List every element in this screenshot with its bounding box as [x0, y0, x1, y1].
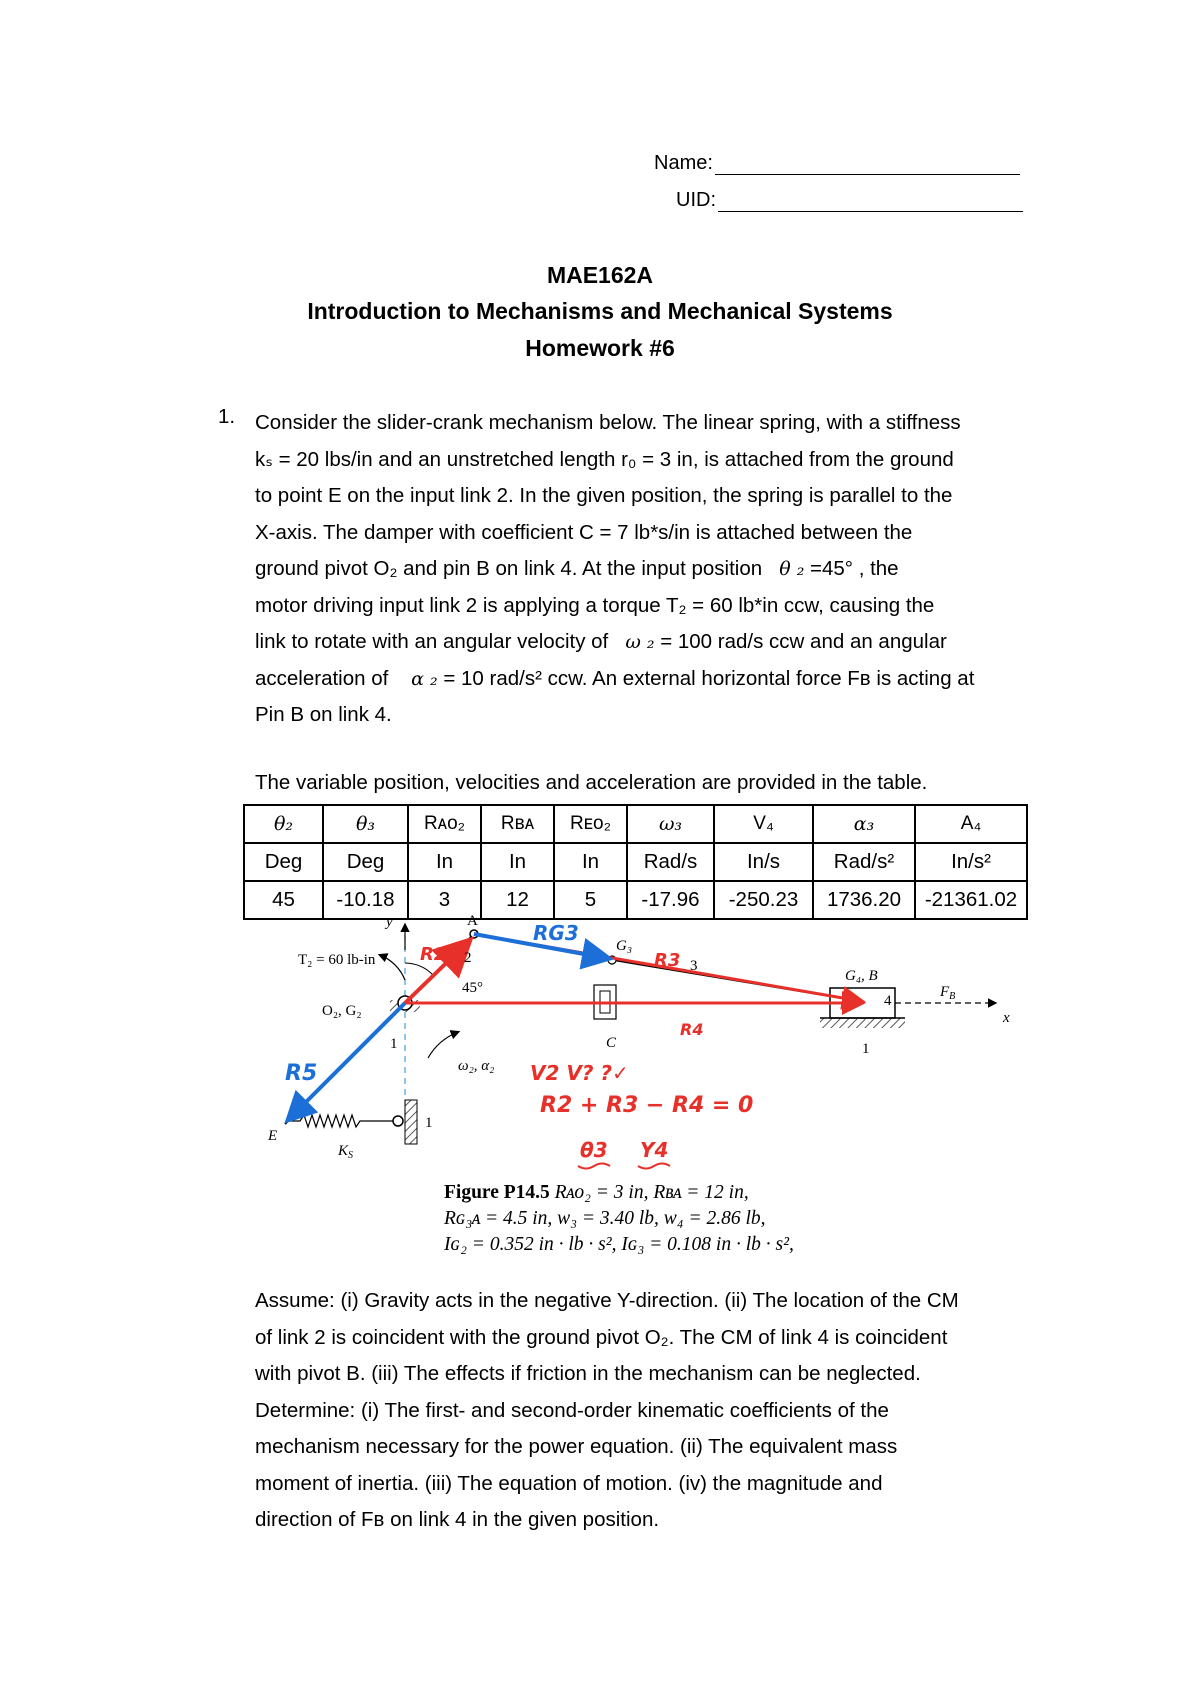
hw-r5: R5 — [285, 1061, 318, 1086]
label-link4: 4 — [884, 993, 892, 1009]
question-line-8b: = 10 rad/s² ccw. An external horizontal force Fʙ is acting at — [443, 666, 975, 690]
table-intro: The variable position, velocities and acceleration are provided in the table. — [255, 771, 928, 794]
label-angle: 45° — [462, 980, 483, 996]
torque-arc — [380, 955, 405, 980]
table-value-cell: -250.23 — [714, 881, 813, 919]
label-x: x — [1003, 1010, 1010, 1026]
caption-figure-label: Figure P14.5 — [444, 1182, 550, 1203]
table-value-cell: 12 — [481, 881, 554, 919]
assume-line-7: direction of Fʙ on link 4 in the given position. — [255, 1508, 660, 1531]
table-value-cell: 1736.20 — [813, 881, 915, 919]
caption-line-2: Rɢ₃ᴀ = 4.5 in, w₃ = 3.40 lb, w₄ = 2.86 lb, — [444, 1208, 766, 1229]
table-unit-cell: Deg — [323, 843, 408, 881]
figure-caption-line-3 — [444, 1234, 794, 1256]
hw-r4: R4 — [680, 1020, 704, 1039]
label-ks-main: K — [338, 1143, 349, 1159]
table-header-cell: Rᴇᴏ₂ — [554, 805, 627, 843]
label-ks-sub: S — [348, 1150, 354, 1161]
label-one-c: 1 — [425, 1115, 433, 1131]
course-subtitle: Introduction to Mechanisms and Mechanical Systems — [307, 298, 893, 324]
table-header-cell: Rʙᴀ — [481, 805, 554, 843]
assume-text — [255, 1283, 1035, 1539]
table-value-cell: -17.96 — [627, 881, 714, 919]
label-link2: 2 — [464, 950, 472, 966]
omega2-symbol: ω ₂ — [625, 631, 655, 653]
label-omega-alpha: ω₂, α₂ — [458, 1058, 495, 1074]
table-unit-cell: In/s — [714, 843, 813, 881]
question-line-9: Pin B on link 4. — [255, 703, 392, 726]
table-unit-cell: In — [554, 843, 627, 881]
course-code: MAE162A — [546, 262, 654, 288]
label-e: E — [268, 1128, 278, 1144]
label-one-a: 1 — [390, 1036, 398, 1052]
label-link3: 3 — [690, 958, 698, 974]
table-value-cell: -21361.02 — [915, 881, 1027, 919]
label-one-b: 1 — [862, 1041, 870, 1057]
label-fb — [939, 984, 955, 1002]
table-unit-cell: Deg — [244, 843, 323, 881]
table-header-cell: V₄ — [714, 805, 813, 843]
question-number: 1. — [218, 405, 236, 428]
label-y: y — [386, 914, 393, 930]
question-line-6: motor driving input link 2 is applying a torque T₂ = 60 lb*in ccw, causing the — [255, 593, 935, 617]
ground-slider — [820, 1018, 905, 1028]
table-unit-cell: Rad/s — [627, 843, 714, 881]
spring — [290, 1115, 395, 1127]
label-torque: T₂ = 60 lb-in — [298, 952, 376, 968]
hw-underline-y4 — [638, 1164, 670, 1169]
hw-unknowns: V2 V? ?✓ — [530, 1061, 629, 1085]
question-line-1: Consider the slider-crank mechanism below. The linear spring, with a stiffness — [255, 411, 961, 434]
label-c: C — [606, 1035, 617, 1051]
label-g4b: G₄, B — [845, 968, 878, 984]
table-header-cell: α₃ — [813, 805, 915, 843]
table-header-cell: θ₂ — [244, 805, 323, 843]
caption-line-3: Iɢ₂ = 0.352 in · lb · s², Iɢ₃ = 0.108 in · lb · s², — [444, 1234, 794, 1255]
table-header-cell: ω₃ — [627, 805, 714, 843]
assume-line-2: of link 2 is coincident with the ground pivot O₂. The CM of link 4 is coincident — [255, 1325, 948, 1349]
question-line-5b: =45° , the — [810, 557, 899, 580]
hw-underline-theta3 — [578, 1164, 610, 1169]
assume-line-6: moment of inertia. (iii) The equation of motion. (iv) the magnitude and — [255, 1471, 883, 1495]
label-fb-main: F — [940, 984, 950, 1000]
label-a: A — [467, 913, 478, 929]
question-line-3: to point E on the input link 2. In the given position, the spring is parallel to the — [255, 484, 953, 507]
question-line-2: kₛ = 20 lbs/in and an unstretched length r₀ = 3 in, is attached from the ground — [255, 447, 954, 471]
table-value-cell: 5 — [554, 881, 627, 919]
table-unit-cell: In/s² — [915, 843, 1027, 881]
question-line-5a: ground pivot O₂ and pin B on link 4. At the input position — [255, 557, 763, 580]
table-value-cell: 45 — [244, 881, 323, 919]
alpha2-symbol: α ₂ — [411, 667, 438, 690]
question-line-7a: link to rotate with an angular velocity of — [255, 630, 609, 653]
name-label: Name: — [654, 152, 713, 174]
table-unit-cell: In — [481, 843, 554, 881]
hw-loop-equation: R2 + R3 − R4 = 0 — [540, 1093, 754, 1118]
homework-title: Homework #6 — [525, 335, 675, 361]
hw-r2: R2 — [420, 944, 447, 965]
hw-y4: Y4 — [640, 1138, 669, 1162]
assume-line-4: Determine: (i) The first- and second-order kinematic coefficients of the — [255, 1398, 889, 1422]
table-value-cell: 3 — [408, 881, 481, 919]
label-g3: G₃ — [616, 938, 633, 954]
uid-label: UID: — [676, 189, 716, 211]
spring-pivot — [393, 1116, 403, 1126]
caption-line-1: Rᴀᴏ₂ = 3 in, Rʙᴀ = 12 in, — [554, 1182, 749, 1203]
assume-line-1: Assume: (i) Gravity acts in the negative Y-direction. (ii) The location of the CM — [255, 1289, 959, 1312]
label-fb-sub: B — [949, 991, 956, 1002]
assume-line-3: with pivot B. (iii) The effects if friction in the mechanism can be neglected. — [255, 1362, 921, 1385]
omega-arc — [428, 1032, 458, 1058]
question-line-8a: acceleration of — [255, 666, 389, 690]
label-o2g2: O₂, G₂ — [322, 1003, 362, 1019]
hw-theta3: θ3 — [580, 1138, 608, 1162]
question-line-7b: = 100 rad/s ccw and an angular — [660, 630, 947, 653]
ground-spring — [405, 1100, 417, 1144]
assume-line-5: mechanism necessary for the power equation. (ii) The equivalent mass — [255, 1435, 898, 1458]
table-unit-cell: Rad/s² — [813, 843, 915, 881]
table-header-cell: A₄ — [915, 805, 1027, 843]
hw-r3: R3 — [654, 950, 681, 971]
figure-caption-line-2 — [444, 1208, 766, 1230]
table-header-cell: Rᴀᴏ₂ — [408, 805, 481, 843]
figure-caption-line-1 — [444, 1182, 749, 1204]
table-header-cell: θ₃ — [323, 805, 408, 843]
table-value-cell: -10.18 — [323, 881, 408, 919]
label-ks — [337, 1143, 353, 1161]
hw-rg3: RG3 — [533, 921, 579, 945]
question-line-4: X-axis. The damper with coefficient C = 7 lb*s/in is attached between the — [255, 520, 913, 544]
theta2-symbol: θ ₂ — [779, 558, 805, 580]
table-unit-cell: In — [408, 843, 481, 881]
